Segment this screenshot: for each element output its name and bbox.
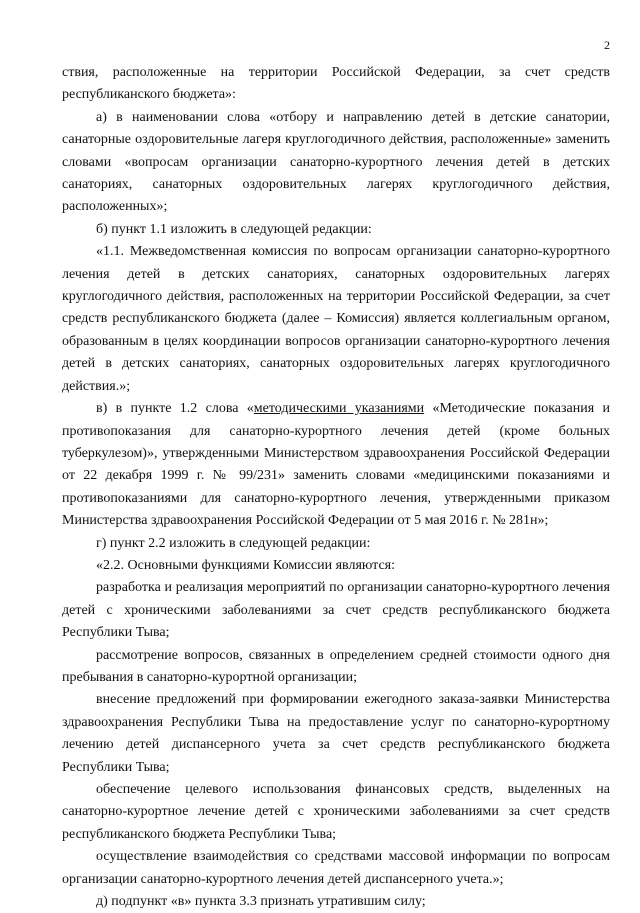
paragraph-item-v-after: «Методические показания и противопоказания для санаторно-курортного лечения детей (кроме больных туберкулезом)», утвержденными Министерством здравоохранения Российской Федерации от 22 декабря 1999 г. № 99/231» заменить словами «медицинскими показаниями и противопоказаниями для санаторно-курортного лечения, утвержденными приказом Министерства здравоохранения Российской Федерации от 5 мая 2016 г. № 281н»; bbox=[62, 401, 611, 529]
page-number: 2 bbox=[604, 38, 610, 52]
paragraph-item-a: а) в наименовании слова «отбору и направлению детей в детские санатории, санаторные оздоровительные лагеря круглогодичного действия, расположенные» заменить словами «вопросам организации санаторно-курортного лечения детей в детских санаториях, санаторных оздоровительных лагерях круглогодичного действия, расположенных»; bbox=[62, 109, 610, 215]
paragraph-item-v bbox=[62, 398, 610, 532]
paragraph-function-1: разработка и реализация мероприятий по организации санаторно-курортного лечения детей с хроническими заболеваниями за счет средств республиканского бюджета Республики Тыва; bbox=[62, 580, 610, 641]
paragraph-function-5: осуществление взаимодействия со средствами массовой информации по вопросам организации санаторно-курортного лечения детей диспансерного учета.»; bbox=[62, 849, 610, 887]
paragraph-quote-1-1: «1.1. Межведомственная комиссия по вопросам организации санаторно-курортного лечения детей в детских санаториях, санаторных оздоровительных лагерях круглогодичного действия, расположенных на территории Российской Федерации, за счет средств республиканского бюджета (далее – Комиссия) является коллегиальным органом, образованным в целях координации вопросов организации санаторно-курортного лечения детей в детских санаториях, санаторных оздоровительных лагерях круглогодичного действия.»; bbox=[62, 244, 610, 394]
paragraph-item-v-before: в) в пункте 1.2 слова « bbox=[96, 401, 254, 417]
paragraph-item-d: д) подпункт «в» пункта 3.3 признать утратившим силу; bbox=[96, 894, 426, 910]
underlined-phrase: методическими указаниями bbox=[253, 401, 425, 417]
paragraph-quote-2-2: «2.2. Основными функциями Комиссии являются: bbox=[96, 557, 396, 573]
paragraph-item-g: г) пункт 2.2 изложить в следующей редакции: bbox=[96, 535, 371, 551]
paragraph-item-b: б) пункт 1.1 изложить в следующей редакции: bbox=[96, 221, 372, 237]
paragraph-function-4: обеспечение целевого использования финансовых средств, выделенных на санаторно-курортное лечение детей с хроническими заболеваниями за счет средств республиканского бюджета Республики Тыва; bbox=[62, 782, 610, 842]
paragraph-function-3: внесение предложений при формировании ежегодного заказа-заявки Министерства здравоохранения Республики Тыва на предоставление услуг по санаторно-курортному лечению детей диспансерного учета за счет средств республиканского бюджета Республики Тыва; bbox=[62, 692, 610, 775]
paragraph-function-2: рассмотрение вопросов, связанных в определением средней стоимости одного дня пребывания в санаторно-курортной организации; bbox=[62, 647, 610, 685]
document-body bbox=[62, 62, 610, 913]
paragraph-continuation: ствия, расположенные на территории Российской Федерации, за счет средств республиканского бюджета»: bbox=[62, 65, 610, 103]
